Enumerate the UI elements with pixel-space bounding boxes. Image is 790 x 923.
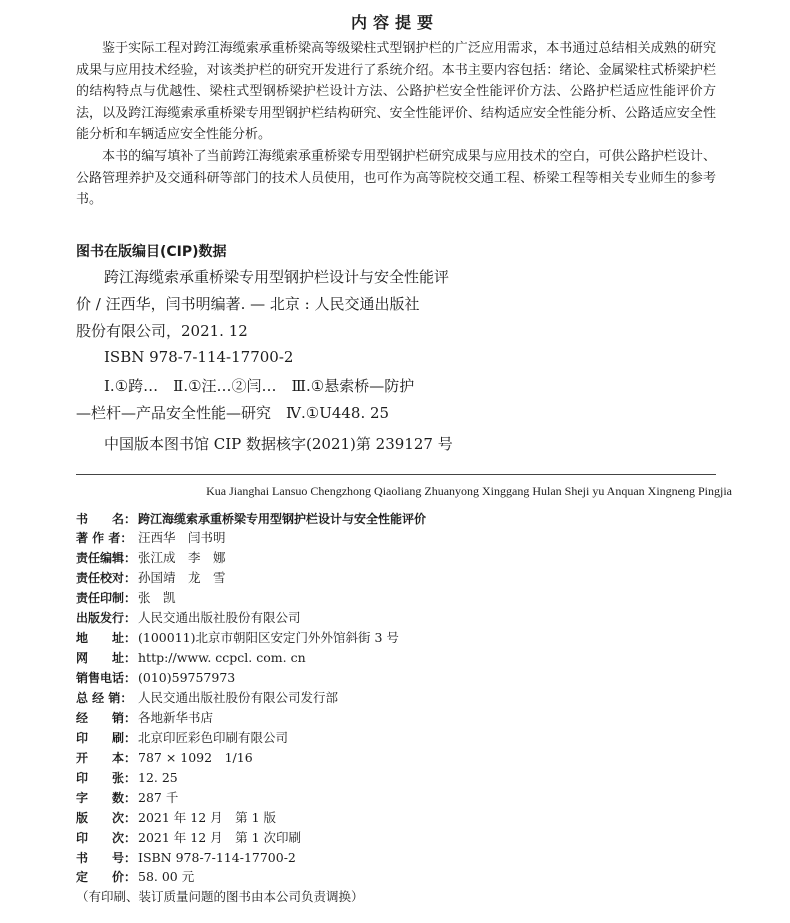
info-row [76, 749, 253, 767]
info-value: 张江成 李 娜 [138, 550, 226, 565]
info-value: 跨江海缆索承重桥梁专用型钢护栏设计与安全性能评价 [138, 512, 427, 526]
cip-classification-line-1: Ⅰ.①跨… Ⅱ.①汪…②闫… Ⅲ.①悬索桥—防护 [104, 377, 415, 395]
info-row [76, 649, 306, 667]
info-row [76, 849, 296, 867]
info-label: 字 数： [76, 791, 137, 805]
info-value: 北京印匠彩色印刷有限公司 [138, 730, 289, 745]
cip-title-line-1: 跨江海缆索承重桥梁专用型钢护栏设计与安全性能评 [104, 268, 450, 286]
info-value: 张 凯 [138, 590, 176, 605]
info-label: 定 价： [76, 870, 137, 884]
info-label: 经 销： [76, 711, 137, 725]
info-label: 印 张： [76, 771, 137, 785]
info-label: 网 址： [76, 651, 137, 665]
info-row [76, 868, 194, 886]
cip-record-number: 中国版本图书馆 CIP 数据核字(2021)第 239127 号 [104, 435, 453, 453]
info-label: 销售电话： [76, 671, 137, 685]
info-row [76, 789, 178, 807]
info-label: 地 址： [76, 631, 137, 645]
info-row [76, 549, 226, 567]
cip-classification-line-2: —栏杆—产品安全性能—研究 Ⅳ.①U448. 25 [76, 404, 390, 422]
info-label: 版 次： [76, 811, 137, 825]
info-value: http://www. ccpcl. com. cn [138, 650, 306, 665]
info-row [76, 529, 226, 547]
info-value: 各地新华书店 [138, 710, 214, 725]
info-value: 58. 00 元 [138, 869, 195, 884]
info-value: (010)59757973 [138, 670, 236, 685]
info-value: 汪西华 闫书明 [138, 530, 226, 545]
summary-paragraph-1: 鉴于实际工程对跨江海缆索承重桥梁高等级梁柱式型钢护栏的广泛应用需求，本书通过总结相关成熟的研究成果与应用技术经验，对该类护栏的研究开发进行了系统介绍。本书主要内容包括：绪论、金属梁柱式桥梁护栏的结构特点与优越性、梁柱式型钢桥梁护栏设计方法、公路护栏安全性能评价方法、公路护栏适应性能评价方法，以及跨江海缆索承重桥梁专用型钢护栏结构研究、安全性能评价、结构适应安全性能分析、公路适应安全性能分析和车辆适应安全性能分析。 [76, 41, 716, 142]
quality-guarantee-note: （有印刷、装订质量问题的图书由本公司负责调换） [76, 889, 364, 904]
info-row [76, 629, 399, 647]
info-value: (100011)北京市朝阳区安定门外外馆斜街 3 号 [138, 630, 399, 645]
info-value: 787 × 1092 1/16 [138, 750, 253, 765]
info-row [76, 829, 301, 847]
info-label: 责任编辑： [76, 551, 137, 565]
divider-rule [76, 474, 716, 475]
info-row [76, 729, 288, 747]
info-row [76, 569, 226, 587]
info-label: 印 次： [76, 831, 137, 845]
info-label: 总 经 销： [76, 691, 133, 705]
info-label: 书 名： [76, 512, 137, 526]
info-label: 印 刷： [76, 731, 137, 745]
info-label: 出版发行： [76, 611, 137, 625]
info-row [76, 669, 235, 687]
cip-title-line-2: 价 / 汪西华，闫书明编著. — 北京 : 人民交通出版社 [76, 295, 420, 313]
info-row [76, 609, 301, 627]
info-value: 2021 年 12 月 第 1 次印刷 [138, 830, 302, 845]
summary-paragraph-2: 本书的编写填补了当前跨江海缆索承重桥梁专用型钢护栏研究成果与应用技术的空白，可供公路护栏设计、公路管理养护及交通科研等部门的技术人员使用，也可作为高等院校交通工程、桥梁工程等相关专业师生的参考书。 [76, 149, 716, 207]
info-value: ISBN 978-7-114-17700-2 [138, 850, 296, 865]
info-value: 2021 年 12 月 第 1 版 [138, 810, 277, 825]
info-value: 12. 25 [138, 770, 178, 785]
cip-isbn: ISBN 978-7-114-17700-2 [104, 348, 294, 366]
info-value: 人民交通出版社股份有限公司发行部 [138, 690, 339, 705]
info-row [76, 510, 426, 528]
info-label: 书 号： [76, 851, 137, 865]
cip-title-line-3: 股份有限公司，2021. 12 [76, 322, 248, 340]
info-row [76, 769, 178, 787]
info-label: 著 作 者： [76, 531, 133, 545]
info-row [76, 809, 276, 827]
info-value: 287 千 [138, 790, 179, 805]
info-row [76, 589, 176, 607]
info-label: 责任校对： [76, 571, 137, 585]
info-label: 开 本： [76, 751, 137, 765]
summary-heading: 内容提要 [350, 13, 439, 32]
info-row [76, 689, 338, 707]
info-value: 人民交通出版社股份有限公司 [138, 610, 301, 625]
pinyin-title: Kua Jianghai Lansuo Chengzhong Qiaoliang Zhuanyong Xinggang Hulan Sheji yu Anquan Xingneng Pingjia [206, 484, 732, 498]
info-label: 责任印制： [76, 591, 137, 605]
info-row [76, 709, 213, 727]
info-value: 孙国靖 龙 雪 [138, 570, 226, 585]
cip-heading: 图书在版编目(CIP)数据 [76, 244, 227, 260]
